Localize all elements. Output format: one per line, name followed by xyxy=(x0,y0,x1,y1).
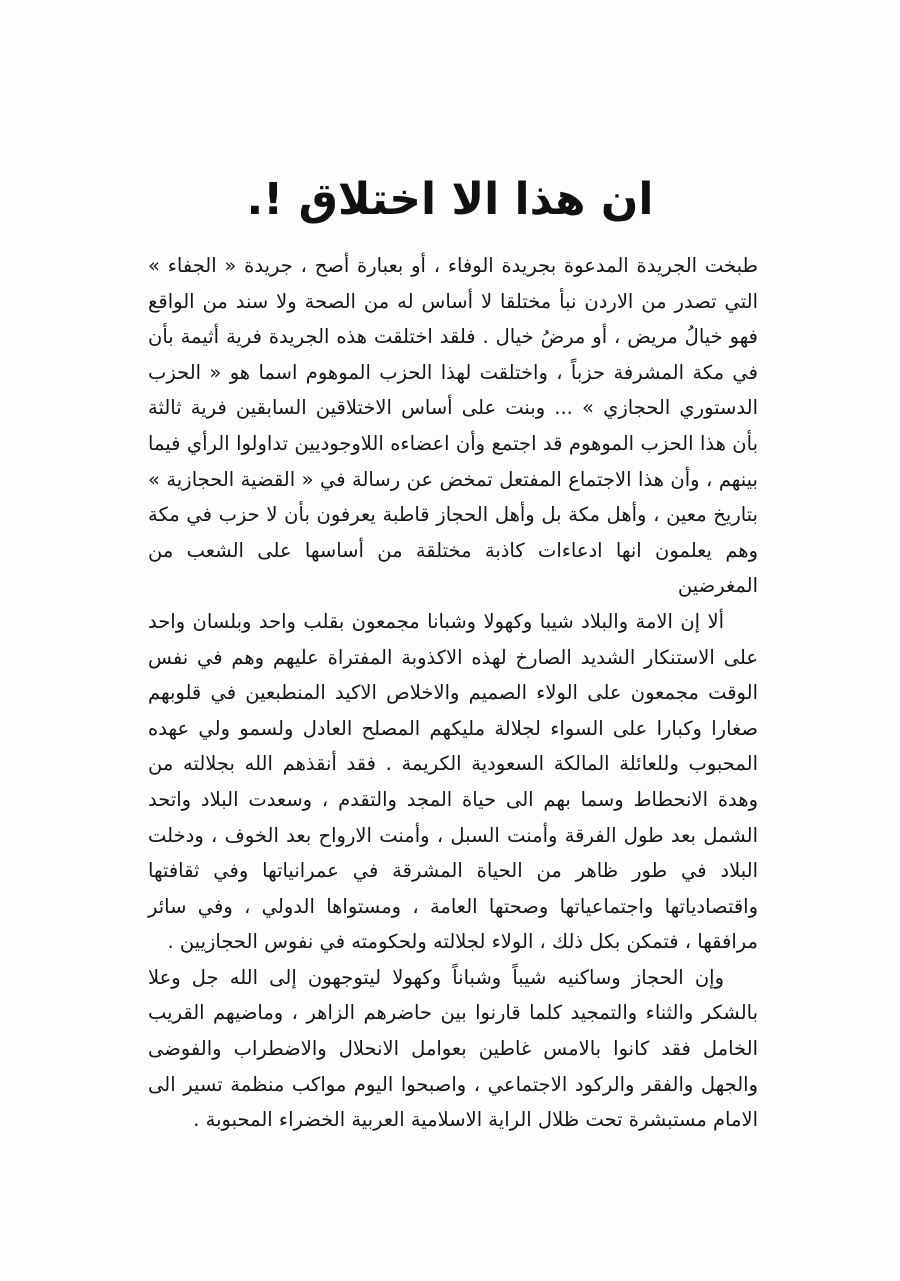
paragraph: وإن الحجاز وساكنيه شيباً وشباناً وكهولا ليتوجهون إلى الله جل وعلا بالشكر والثناء والتمجيد كلما قارنوا بين حاضرهم الزاهر ، وماضيهم القريب الخامل فقد كانوا بالامس غاطين بعوامل الانحلال والاضطراب والفوضى والجهل والفقر والركود الاجتماعي ، واصبحوا اليوم مواكب منظمة تسير الى الامام مستبشرة تحت ظلال الراية الاسلامية العربية الخضراء المحبوبة . xyxy=(148,965,758,1132)
paragraph: ألا إن الامة والبلاد شيبا وكهولا وشبانا مجمعون بقلب واحد وبلسان واحد على الاستنكار الشديد الصارخ لهذه الاكذوبة المفتراة عليهم وهم في نفس الوقت مجمعون على الولاء الصميم والاخلاص الاكيد المنطبعين في قلوبهم صغارا وكبارا على السواء لجلالة مليكهم المصلح العادل ولسمو ولي عهده المحبوب وللعائلة المالكة السعودية الكريمة . فقد أنقذهم الله بجلالته من وهدة الانحطاط وسما بهم الى حياة المجد والتقدم ، وسعدت البلاد واتحد الشمل بعد طول الفرقة وأمنت السبل ، وأمنت الارواح بعد الخوف ، ودخلت البلاد في طور ظاهر من الحياة المشرقة في عمرانياتها وفي ثقافتها واقتصادياتها واجتماعياتها وصحتها العامة ، ومستواها الدولي ، وفي سائر مرافقها ، فتمكن بكل ذلك ، الولاء لجلالته ولحكومته في نفوس الحجازيين . xyxy=(148,609,758,954)
article-body xyxy=(148,248,758,1138)
article-title: ان هذا الا اختلاق !. xyxy=(246,174,654,225)
paragraph: طبخت الجريدة المدعوة بجريدة الوفاء ، أو بعبارة أصح ، جريدة « الجفاء » التي تصدر من الاردن نبأ مختلقا لا أساس له من الصحة ولا سند من الواقع فهو خيالُ مريض ، أو مرضُ خيال . فلقد اختلقت هذه الجريدة فرية أثيمة بأن في مكة المشرفة حزباً ، واختلقت لهذا الحزب الموهوم اسما هو « الحزب الدستوري الحجازي » ... وبنت على أساس الاختلاقين السابقين فرية ثالثة بأن هذا الحزب الموهوم قد اجتمع وأن اعضاءه اللاوجوديين تداولوا الرأي فيما بينهم ، وأن هذا الاجتماع المفتعل تمخض عن رسالة في « القضية الحجازية » بتاريخ معين ، وأهل مكة بل وأهل الحجاز قاطبة يعرفون بأن لا حزب في مكة وهم يعلمون انها ادعاءات كاذبة مختلقة من أساسها على الشعب من المغرضين xyxy=(148,254,758,598)
